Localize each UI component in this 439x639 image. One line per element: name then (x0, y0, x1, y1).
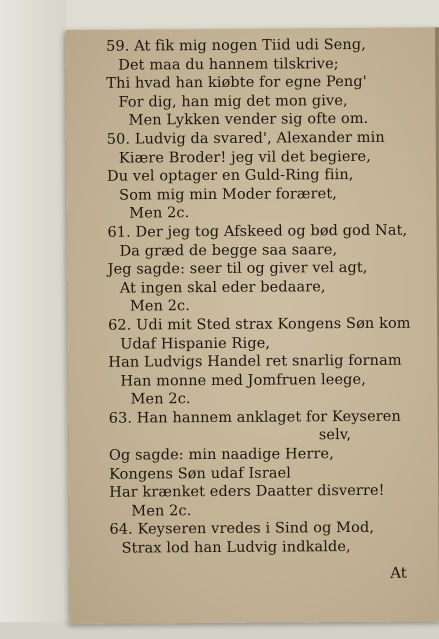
verse-line: Som mig min Moder foræret, (119, 185, 338, 204)
verse-line: Men 2c. (129, 298, 191, 315)
verse-line: Men Lykken vender sig ofte om. (128, 111, 369, 129)
page-edge (435, 27, 439, 621)
verse-line: Og sagde: min naadige Herre, (108, 446, 334, 464)
verse-line: 63. Han hannem anklaget for Keyseren (108, 408, 401, 427)
verse-line: Strax lod han Ludvig indkalde, (121, 539, 351, 557)
verse-line: Men 2c. (130, 391, 191, 408)
verse-line: 64. Keyseren vredes i Sind og Mod, (109, 520, 375, 539)
verse-line: selv, (318, 427, 352, 444)
verse-line: Men 2c. (129, 205, 190, 222)
verse-line: 59. At fik mig nogen Tiid udi Seng, (106, 36, 366, 55)
book-page (66, 27, 439, 624)
verse-line: Han monne med Jomfruen leege, (120, 371, 366, 390)
verse-line: Du vel optager en Guld-Ring fiin, (106, 167, 354, 185)
scanner-bed-bottom (0, 622, 439, 639)
verse-line: 62. Udi mit Sted strax Kongens Søn kom (108, 315, 411, 334)
catchword: At (390, 563, 407, 582)
verse-line: Thi hvad han kiøbte for egne Peng' (106, 74, 367, 92)
verse-line: Jeg sagde: seer til og giver vel agt, (107, 260, 368, 278)
verse-line: For dig, han mig det mon give, (118, 92, 348, 111)
verse-line: Kongens Søn udaf Israel (109, 465, 292, 483)
verse-line: Udaf Hispanie Rige, (120, 335, 271, 353)
verse-line: Da græd de begge saa saare, (119, 241, 338, 260)
verse-line: Men 2c. (131, 502, 192, 520)
verse-line: Det maa du hannem tilskrive; (118, 55, 339, 74)
verse-line: At ingen skal eder bedaare, (119, 278, 326, 297)
verse-line: Kiære Broder! jeg vil det begiere, (118, 148, 371, 167)
verse-line: Har krænket eders Daatter disverre! (109, 483, 385, 501)
scanner-bed-left (0, 0, 66, 639)
verse-text (106, 36, 420, 559)
verse-line: 50. Ludvig da svared', Alexander min (106, 129, 385, 148)
verse-line: 61. Der jeg tog Afskeed og bød god Nat, (107, 222, 408, 241)
verse-line: Han Ludvigs Handel ret snarlig fornam (108, 352, 402, 371)
